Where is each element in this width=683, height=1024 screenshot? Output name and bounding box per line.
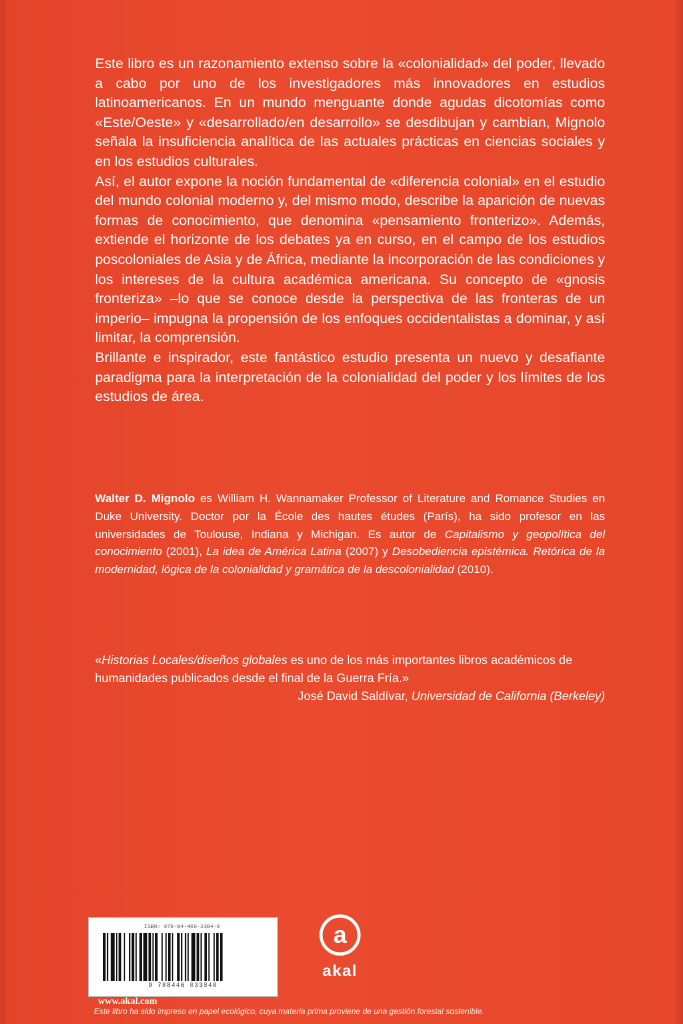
publisher-logo	[305, 913, 375, 993]
bio-book-2: La idea de América Latina	[206, 546, 342, 559]
blurb	[95, 55, 605, 408]
barcode-bar	[204, 933, 207, 981]
bio-text-3: (2007) y	[341, 546, 393, 559]
barcode-bar	[129, 933, 130, 981]
blurb-paragraph-1: Este libro es un razonamiento extenso sobre la «colonialidad» del poder, llevado a cabo por uno de los investigadores más innovadores en estudios latinoamericanos. En un mundo menguante donde agudas dicotomías como «Este/Oeste» y «desarrollado/en desarrollo» se desdibujan y cambian, Mignolo señala la insuficiencia analítica de las actuales prácticas en ciencias sociales y en los estudios culturales.	[95, 56, 605, 170]
barcode-bar	[162, 933, 163, 981]
barcode-digits: 9 788446 033840	[148, 982, 218, 989]
blurb-paragraph-2: Así, el autor expone la noción fundamental de «diferencia colonial» en el estudio del mundo colonial moderno y, del mismo modo, describe la aparición de nuevas formas de conocimiento, que denomina «pensamiento fronterizo». Además, extiende el horizonte de los debates ya en curso, en el campo de los estudios poscoloniales de Asia y de África, mediante la incorporación de las condiciones y los intereses de la cultura académica americana. Su concepto de «gnosis fronteriza» –lo que se conoce desde la perspectiva de las fronteras de un imperio– impugna la propensión de los enfoques occidentalistas a dominar, y así limitar, la comprensión.	[95, 173, 605, 347]
logo-letter: a	[333, 922, 347, 949]
bio-book-1: Capitalismo y geopolítica del conocimiento	[95, 528, 605, 559]
barcode-bar	[181, 933, 182, 981]
barcode-bar	[191, 933, 195, 981]
spine-shadow	[0, 0, 6, 1024]
barcode-bar	[201, 933, 202, 981]
barcode-bar	[124, 933, 125, 981]
barcode-bar	[185, 933, 186, 981]
barcode-bar	[172, 933, 173, 981]
quote-body: es uno de los más importantes libros académicos de humanidades publicados desde el final de la Guerra Fría.»	[95, 653, 573, 685]
author-name: Walter D. Mignolo	[95, 493, 195, 505]
barcode-bar	[168, 933, 171, 981]
bio-text-1: es William H. Wannamaker Professor of Literature and Romance Studies en Duke University. Doctor por la École des hautes études (París), ha sido profesor en las universidades de Toulouse, Indiana y Michigan. Es autor de	[95, 493, 605, 541]
barcode-bar	[197, 933, 200, 981]
quote-attrib-institution: Universidad de California (Berkeley)	[411, 688, 605, 703]
barcode-bar	[149, 933, 152, 981]
logo-name: akal	[322, 963, 358, 980]
eco-footer: Este libro ha sido impreso en papel ecológico, cuya materia prima proviene de una gestión forestal sostenible.	[94, 1007, 484, 1016]
barcode-bar	[132, 933, 135, 981]
barcode-bar	[152, 933, 153, 981]
author-bio	[95, 491, 605, 580]
barcode-bar	[116, 933, 117, 981]
bio-text-2: (2001),	[162, 546, 207, 559]
barcode-bar	[103, 933, 106, 981]
edge-shadow	[673, 0, 683, 1024]
barcode-bar	[107, 933, 108, 981]
barcode-bar	[188, 933, 189, 981]
barcode-bar	[214, 933, 215, 981]
barcode-bar	[165, 933, 166, 981]
barcode-bar	[208, 933, 209, 981]
barcode	[88, 917, 278, 997]
barcode-icon	[103, 933, 265, 983]
quote-open: «	[95, 653, 102, 667]
barcode-bar	[155, 933, 158, 981]
website-url: www.akal.com	[98, 997, 158, 1007]
akal-logo-icon	[318, 913, 362, 957]
barcode-bar	[143, 933, 147, 981]
barcode-bar	[177, 933, 180, 981]
review-quote	[95, 652, 605, 705]
quote-attrib-name: José David Saldívar,	[297, 688, 412, 703]
quote-title: Historias Locales/diseños globales	[101, 653, 288, 667]
quote-text	[95, 652, 605, 688]
barcode-bar	[139, 933, 142, 981]
blurb-paragraph-3: Brillante e inspirador, este fantástico estudio presenta un nuevo y desafiante paradigma para la interpretación de la colonialidad del poder y los límites de los estudios de área.	[95, 349, 605, 406]
barcode-bar	[119, 933, 122, 981]
author-bio-text	[95, 491, 605, 580]
bio-book-3: Desobediencia epistémica. Retórica de la modernidad, lógica de la colonialidad y gramática de la descolonialidad	[95, 546, 606, 577]
bio-text-4: (2010).	[454, 564, 494, 577]
barcode-bar	[111, 933, 115, 981]
barcode-bar	[136, 933, 137, 981]
barcode-bar	[216, 933, 219, 981]
quote-attribution	[95, 688, 605, 706]
barcode-bar	[220, 933, 223, 981]
isbn-label: ISBN: 978-84-460-3384-0	[144, 923, 220, 930]
